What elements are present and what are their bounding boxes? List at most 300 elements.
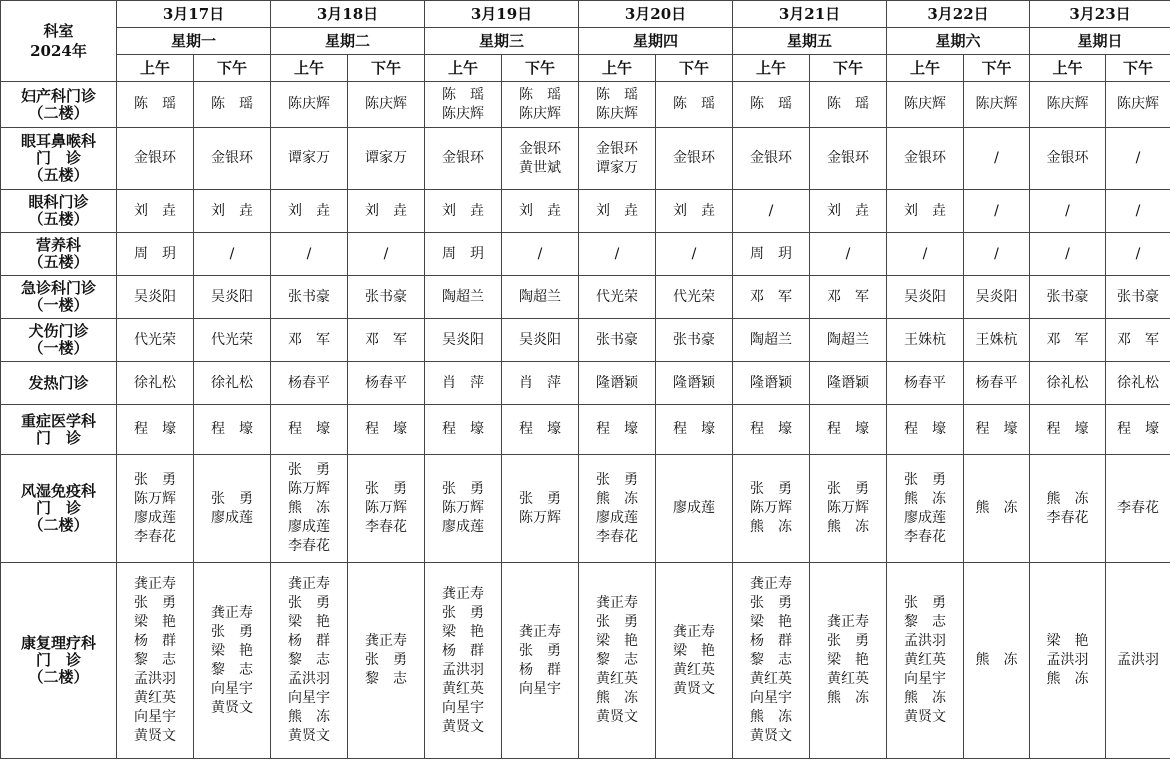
staff-name: 徐礼松 — [1046, 374, 1089, 391]
staff-name: 张 勇 — [904, 595, 946, 611]
staff-name: 杨 群 — [288, 633, 330, 649]
date-header: 3月23日 — [1030, 1, 1170, 28]
staff-name: 梁 艳 — [1046, 633, 1089, 649]
duty-cell — [425, 276, 502, 319]
staff-name: 梁 艳 — [827, 652, 869, 668]
duty-cell — [502, 319, 579, 362]
staff-name: 王姝杭 — [904, 331, 946, 348]
staff-name: 梁 艳 — [596, 633, 638, 649]
duty-cell — [502, 233, 579, 276]
duty-cell — [194, 190, 271, 233]
staff-name: 徐礼松 — [1117, 374, 1159, 391]
duty-cell — [579, 362, 656, 405]
staff-name: 邓 军 — [365, 331, 407, 348]
staff-name: 孟洪羽 — [1046, 652, 1089, 668]
department-name-line: （五楼） — [28, 210, 89, 228]
am-header: 上午 — [887, 55, 964, 82]
duty-cell — [1030, 319, 1106, 362]
duty-cell — [1030, 455, 1106, 563]
staff-name: 陈 瑶 — [211, 96, 253, 112]
staff-name: 刘 垚 — [442, 202, 484, 219]
duty-cell — [502, 362, 579, 405]
duty-cell — [117, 405, 194, 455]
staff-name: 孟洪羽 — [442, 661, 484, 678]
staff-name: 向星宇 — [519, 680, 561, 697]
staff-name: 吴炎阳 — [442, 331, 484, 348]
staff-name: / — [306, 245, 312, 262]
department-name-line: 犬伤门诊 — [28, 322, 89, 340]
duty-cell — [348, 128, 425, 190]
staff-name: 隆谮颖 — [827, 374, 869, 391]
duty-cell — [964, 563, 1030, 759]
staff-name: 张 勇 — [134, 471, 176, 488]
duty-cell — [733, 82, 810, 128]
staff-name: 张书豪 — [673, 331, 715, 348]
staff-name: 梁 艳 — [673, 642, 715, 659]
department-name-line: 急诊科门诊 — [20, 279, 96, 297]
staff-name: 金银环 — [1046, 150, 1089, 166]
weekday-header: 星期三 — [425, 28, 579, 55]
duty-cell — [1030, 276, 1106, 319]
department-name-line: 门 诊 — [35, 428, 81, 447]
staff-name: 周 玥 — [134, 245, 176, 262]
staff-name: 龚正寿 — [365, 633, 407, 649]
staff-name: 陶超兰 — [442, 288, 484, 305]
staff-name: 张 勇 — [596, 614, 638, 630]
am-header: 上午 — [271, 55, 348, 82]
staff-name: 刘 垚 — [519, 202, 561, 219]
staff-name: 张书豪 — [1117, 288, 1159, 305]
duty-cell — [810, 190, 887, 233]
staff-name: 熊 冻 — [827, 519, 869, 535]
duty-cell — [1106, 405, 1170, 455]
staff-name: 金银环 — [519, 140, 561, 157]
department-name-line: 门 诊 — [35, 651, 81, 669]
am-header: 上午 — [733, 55, 810, 82]
staff-name: 张 勇 — [288, 462, 330, 478]
pm-header: 下午 — [1106, 55, 1170, 82]
table-row — [1, 233, 1170, 276]
duty-cell — [425, 563, 502, 759]
staff-name: 龚正寿 — [442, 585, 484, 602]
duty-cell — [117, 190, 194, 233]
duty-cell — [1106, 190, 1170, 233]
table-row — [1, 82, 1170, 128]
duty-cell — [194, 128, 271, 190]
department-name-line: （五楼） — [28, 166, 89, 184]
department-name-line: 门 诊 — [35, 499, 81, 517]
duty-cell — [117, 128, 194, 190]
duty-cell — [810, 455, 887, 563]
duty-cell — [117, 233, 194, 276]
pm-header: 下午 — [348, 55, 425, 82]
staff-name: / — [1135, 150, 1141, 166]
staff-name: 张书豪 — [1046, 288, 1089, 305]
duty-cell — [887, 319, 964, 362]
duty-cell — [117, 82, 194, 128]
duty-cell — [348, 563, 425, 759]
staff-name: 陈庆辉 — [975, 96, 1018, 112]
date-header: 3月17日 — [117, 1, 271, 28]
staff-name: 金银环 — [134, 150, 176, 166]
duty-cell — [656, 233, 733, 276]
staff-name: 杨 群 — [134, 633, 176, 649]
table-row — [1, 319, 1170, 362]
duty-cell — [502, 128, 579, 190]
table-row — [1, 128, 1170, 190]
staff-name: 陶超兰 — [519, 288, 561, 305]
duty-cell — [964, 319, 1030, 362]
staff-name: 张 勇 — [365, 481, 407, 497]
department-name-line: 眼耳鼻喉科 — [20, 132, 96, 150]
staff-name: 张 勇 — [442, 481, 484, 497]
duty-cell — [810, 82, 887, 128]
staff-name: 陈 瑶 — [827, 96, 869, 112]
department-name — [1, 405, 117, 455]
duty-cell — [656, 190, 733, 233]
staff-name: 黎 志 — [596, 652, 638, 668]
date-header: 3月18日 — [271, 1, 425, 28]
staff-name: / — [691, 245, 697, 262]
staff-name: 龚正寿 — [673, 623, 715, 640]
staff-name: / — [922, 245, 928, 262]
duty-cell — [810, 563, 887, 759]
department-name — [1, 362, 117, 405]
staff-name: 张 勇 — [827, 481, 869, 497]
staff-name: 黄贤文 — [211, 699, 253, 716]
staff-name: 周 玥 — [750, 245, 792, 262]
staff-name: 程 壕 — [134, 421, 176, 437]
duty-cell — [810, 362, 887, 405]
staff-name: 张 勇 — [288, 595, 330, 611]
staff-name: 黄贤文 — [750, 728, 792, 744]
duty-cell — [194, 455, 271, 563]
staff-name: 金银环 — [596, 140, 638, 157]
am-header: 上午 — [1030, 55, 1106, 82]
staff-name: 金银环 — [750, 150, 792, 166]
staff-name: 廖成莲 — [288, 519, 330, 535]
duty-cell — [964, 128, 1030, 190]
staff-name: 李春花 — [134, 528, 176, 545]
duty-cell — [117, 563, 194, 759]
staff-name: / — [994, 202, 999, 219]
duty-cell — [964, 82, 1030, 128]
staff-name: 程 壕 — [750, 421, 792, 437]
staff-name: 程 壕 — [288, 421, 330, 437]
staff-name: 孟洪羽 — [904, 633, 946, 649]
staff-name: 金银环 — [442, 150, 484, 166]
am-header: 上午 — [579, 55, 656, 82]
duty-cell — [271, 319, 348, 362]
date-header: 3月22日 — [887, 1, 1030, 28]
duty-cell — [579, 563, 656, 759]
duty-cell — [656, 405, 733, 455]
department-name-line: （二楼） — [28, 516, 89, 534]
duty-cell — [194, 362, 271, 405]
duty-cell — [1106, 82, 1170, 128]
duty-cell — [194, 233, 271, 276]
staff-name: 熊 冻 — [288, 709, 330, 725]
department-name-line: （二楼） — [28, 668, 89, 686]
session-row — [1, 55, 1170, 82]
staff-name: 黄红英 — [904, 652, 946, 668]
duty-cell — [579, 405, 656, 455]
duty-cell — [502, 276, 579, 319]
duty-cell — [656, 563, 733, 759]
duty-cell — [425, 455, 502, 563]
staff-name: 熊 冻 — [975, 652, 1018, 668]
duty-cell — [1030, 362, 1106, 405]
duty-cell — [887, 128, 964, 190]
duty-cell — [810, 405, 887, 455]
staff-name: 程 壕 — [673, 421, 715, 437]
duty-cell — [964, 276, 1030, 319]
duty-cell — [733, 362, 810, 405]
staff-name: 黄红英 — [827, 671, 869, 687]
department-name — [1, 82, 117, 128]
duty-cell — [348, 82, 425, 128]
staff-name: / — [994, 245, 999, 262]
staff-name: 熊 冻 — [1046, 490, 1089, 507]
staff-name: 廖成莲 — [442, 519, 484, 535]
duty-cell — [425, 82, 502, 128]
weekday-header: 星期六 — [887, 28, 1030, 55]
staff-name: 黄贤文 — [442, 718, 484, 735]
staff-name: 陈 瑶 — [750, 96, 792, 112]
staff-name: / — [845, 245, 851, 262]
staff-name: / — [994, 150, 999, 166]
staff-name: 陈庆辉 — [365, 96, 407, 112]
staff-name: 李春花 — [596, 528, 638, 545]
staff-name: 向星宇 — [904, 671, 946, 687]
duty-cell — [964, 362, 1030, 405]
duty-cell — [964, 455, 1030, 563]
staff-name: 陈庆辉 — [1046, 96, 1089, 112]
duty-cell — [579, 128, 656, 190]
duty-cell — [733, 563, 810, 759]
duty-cell — [656, 128, 733, 190]
duty-cell — [502, 455, 579, 563]
staff-name: 陈庆辉 — [442, 105, 484, 122]
staff-name: 程 壕 — [1117, 421, 1159, 437]
staff-name: 李春花 — [288, 538, 330, 554]
staff-name: 黄贤文 — [673, 680, 715, 697]
duty-cell — [348, 233, 425, 276]
staff-name: 黄红英 — [673, 661, 715, 678]
staff-name: 梁 艳 — [134, 614, 176, 630]
staff-name: 向星宇 — [134, 709, 176, 725]
staff-name: 黄红英 — [442, 680, 484, 697]
am-header: 上午 — [117, 55, 194, 82]
staff-name: 熊 冻 — [750, 709, 792, 725]
duty-cell — [810, 128, 887, 190]
staff-name: 黎 志 — [211, 661, 253, 678]
weekday-row — [1, 28, 1170, 55]
staff-name: 张 勇 — [519, 642, 561, 659]
staff-name: 龚正寿 — [519, 623, 561, 640]
pm-header: 下午 — [502, 55, 579, 82]
staff-name: 徐礼松 — [211, 374, 253, 391]
date-header: 3月21日 — [733, 1, 887, 28]
duty-cell — [1030, 190, 1106, 233]
staff-name: 杨春平 — [904, 374, 946, 391]
staff-name: 向星宇 — [211, 680, 253, 697]
duty-cell — [733, 319, 810, 362]
staff-name: / — [1135, 202, 1141, 219]
duty-cell — [194, 82, 271, 128]
duty-cell — [733, 190, 810, 233]
staff-name: 金银环 — [211, 150, 253, 166]
staff-name: / — [1065, 245, 1070, 262]
staff-name: 黄红英 — [750, 671, 792, 687]
weekday-header: 星期二 — [271, 28, 425, 55]
staff-name: 吴炎阳 — [904, 288, 946, 305]
duty-cell — [1106, 563, 1170, 759]
staff-name: 陈万辉 — [442, 500, 484, 516]
staff-name: 廖成莲 — [211, 509, 253, 526]
staff-name: 孟洪羽 — [288, 671, 330, 687]
staff-name: 徐礼松 — [134, 374, 176, 391]
staff-name: 程 壕 — [975, 421, 1018, 437]
duty-cell — [425, 362, 502, 405]
pm-header: 下午 — [810, 55, 887, 82]
staff-name: 陈 瑶 — [673, 96, 715, 112]
staff-name: 向星宇 — [750, 690, 792, 706]
staff-name: 张书豪 — [288, 288, 330, 305]
department-name-line: 风湿免疫科 — [20, 482, 96, 500]
duty-cell — [579, 82, 656, 128]
duty-cell — [348, 455, 425, 563]
staff-name: 隆谮颖 — [673, 374, 715, 391]
staff-name: 黎 志 — [365, 671, 407, 687]
staff-name: 杨春平 — [975, 374, 1018, 391]
staff-name: 黄贤文 — [596, 709, 638, 725]
staff-name: 程 壕 — [365, 421, 407, 437]
staff-name: 隆谮颖 — [596, 374, 638, 391]
duty-cell — [348, 190, 425, 233]
staff-name: 刘 垚 — [904, 202, 946, 219]
duty-cell — [117, 319, 194, 362]
duty-cell — [502, 82, 579, 128]
staff-name: 金银环 — [904, 150, 946, 166]
duty-cell — [887, 563, 964, 759]
staff-name: 刘 垚 — [288, 202, 330, 219]
staff-name: 程 壕 — [519, 421, 561, 437]
am-header: 上午 — [425, 55, 502, 82]
department-name-line: （一楼） — [28, 296, 89, 314]
duty-cell — [425, 128, 502, 190]
staff-name: 谭家万 — [365, 150, 407, 166]
department-name-line: 发热门诊 — [28, 373, 89, 392]
department-name — [1, 128, 117, 190]
duty-cell — [964, 190, 1030, 233]
staff-name: 代光荣 — [134, 331, 176, 348]
staff-name: 黎 志 — [750, 652, 792, 668]
staff-name: / — [229, 245, 235, 262]
duty-cell — [964, 233, 1030, 276]
staff-name: 程 壕 — [904, 421, 946, 437]
duty-cell — [887, 82, 964, 128]
staff-name: 代光荣 — [596, 288, 638, 305]
duty-cell — [579, 455, 656, 563]
duty-cell — [502, 405, 579, 455]
staff-name: 陈庆辉 — [596, 105, 638, 122]
staff-name: 黄红英 — [134, 690, 176, 706]
date-header: 3月19日 — [425, 1, 579, 28]
staff-name: 陈 瑶 — [134, 96, 176, 112]
department-name — [1, 319, 117, 362]
staff-name: 李春花 — [1117, 500, 1159, 516]
duty-cell — [656, 362, 733, 405]
staff-name: 吴炎阳 — [975, 288, 1018, 305]
duty-cell — [1106, 319, 1170, 362]
duty-cell — [810, 276, 887, 319]
staff-name: 程 壕 — [211, 421, 253, 437]
staff-name: 龚正寿 — [134, 576, 176, 592]
department-name — [1, 233, 117, 276]
duty-cell — [887, 276, 964, 319]
staff-name: 肖 萍 — [442, 374, 484, 391]
staff-name: 黎 志 — [904, 614, 946, 630]
duty-cell — [1030, 563, 1106, 759]
staff-name: 程 壕 — [827, 421, 869, 437]
staff-name: 黄贤文 — [288, 728, 330, 744]
corner-year: 2024年 — [30, 42, 87, 60]
staff-name: 廖成莲 — [904, 509, 946, 526]
duty-cell — [117, 276, 194, 319]
department-name — [1, 276, 117, 319]
duty-cell — [348, 362, 425, 405]
duty-cell — [656, 455, 733, 563]
staff-name: / — [614, 245, 620, 262]
staff-name: 张 勇 — [365, 652, 407, 668]
staff-name: 陈庆辉 — [288, 96, 330, 112]
duty-cell — [117, 455, 194, 563]
duty-cell — [117, 362, 194, 405]
duty-cell — [348, 319, 425, 362]
table-row — [1, 276, 1170, 319]
duty-cell — [733, 128, 810, 190]
duty-cell — [733, 455, 810, 563]
duty-cell — [656, 82, 733, 128]
staff-name: 张书豪 — [596, 331, 638, 348]
staff-name: 邓 军 — [288, 331, 330, 348]
staff-name: 龚正寿 — [288, 576, 330, 592]
staff-name: 廖成莲 — [673, 500, 715, 516]
pm-header: 下午 — [656, 55, 733, 82]
staff-name: 陈庆辉 — [904, 96, 946, 112]
staff-name: 杨 群 — [519, 661, 561, 678]
staff-name: 孟洪羽 — [134, 671, 176, 687]
duty-cell — [271, 455, 348, 563]
corner-label: 科室 — [43, 22, 74, 40]
staff-name: / — [537, 245, 543, 262]
duty-cell — [271, 362, 348, 405]
duty-cell — [887, 455, 964, 563]
department-name-line: 眼科门诊 — [28, 193, 89, 211]
staff-name: 刘 垚 — [134, 202, 176, 219]
staff-name: 刘 垚 — [673, 202, 715, 219]
duty-cell — [271, 563, 348, 759]
staff-name: 张 勇 — [134, 595, 176, 611]
staff-name: 熊 冻 — [827, 690, 869, 706]
staff-name: 龚正寿 — [827, 614, 869, 630]
duty-cell — [271, 190, 348, 233]
staff-name: 李春花 — [365, 519, 407, 535]
staff-name: 熊 冻 — [975, 500, 1018, 516]
staff-name: 谭家万 — [596, 159, 638, 176]
duty-cell — [1106, 362, 1170, 405]
